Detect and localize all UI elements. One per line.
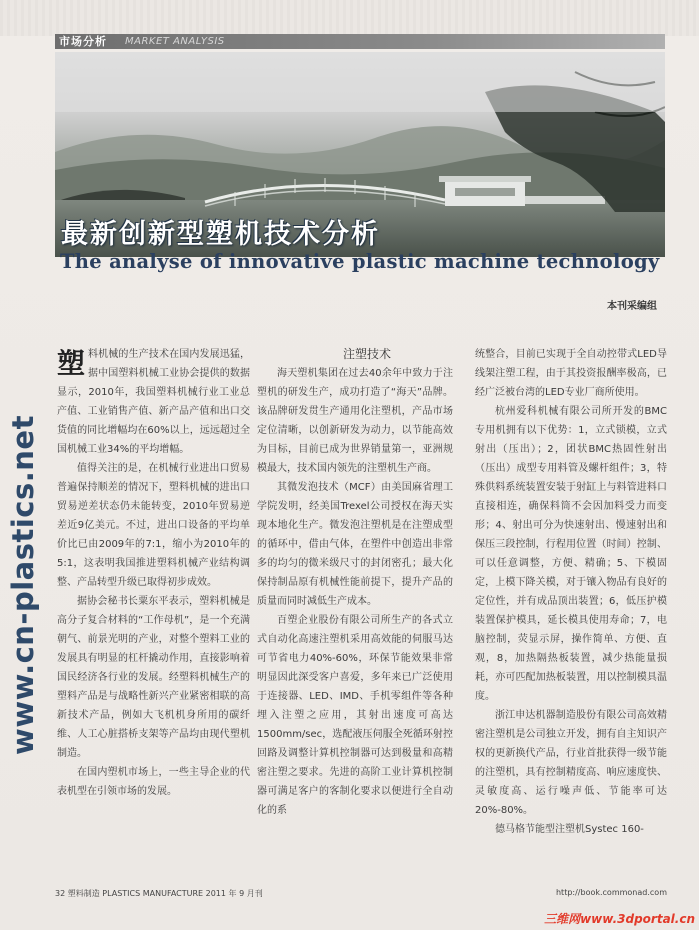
section-title-en: MARKET ANALYSIS xyxy=(125,36,225,47)
footer-url: http://book.commonad.com xyxy=(555,888,667,897)
paragraph: 德马格节能型注塑机Systec 160- xyxy=(495,824,644,835)
section-title-cn: 市场分析 xyxy=(59,35,107,48)
sidebar-url-vertical xyxy=(5,400,41,770)
paragraph: 杭州爱科机械有限公司所开发的BMC专用机拥有以下优势：1，立式锁模，立式射出（压出）；2，团状BMC热固性射出（压出）成型专用料管及螺杆组件；3，特殊供料系统装置安装于射缸上与料管进料口直接相连，确保料筒不会因加料受力而变形；4、射出可分为快速射出、慢速射出和保压三段控制，行程用位置（时间）控制、可以任意调整，方便、精确；5、下模固定，上模下降关模，对于镶入物品有良好的定位性，并有成品顶出装置；6，低压护模装置保护模具，延长模具使用寿命；7，电脑控制，荧显示屏，操作简单、方便、直观，8，加热隔热板装置，减少热能量损耗，亦可匹配加热板装置，用以控制模具温度。 xyxy=(475,406,667,702)
text-column-2 xyxy=(257,345,453,820)
article-title-en: The analyse of innovative plastic machine technology xyxy=(60,250,660,273)
paragraph: 百塑企业股份有限公司所生产的各式立式自动化高速注塑机采用高效能的伺服马达可节省电力40%-60%，环保节能效果非常明显因此深受客户喜爱，多年来已广泛使用于连接器、LED、IMD、手机零组件等各种埋入注塑之应用，其射出速度可高达1500mm/sec，选配液压伺服全死循环射控回路及调整计算机控制器可达到极量和高精密注塑之要求。先进的高阶工业计算机控制器可满足客户的客制化要求以便进行全自动化的系 xyxy=(257,615,453,816)
byline: 本刊采编组 xyxy=(607,301,657,312)
paragraph: 据协会秘书长粟东平表示，塑料机械是高分子复合材料的“工作母机”，是一个充满朝气、前景光明的产业，对整个塑料工业的发展具有明显的杠杆撬动作用，直接影响着国民经济各行业的发展。经塑料机械生产的塑料产品是与战略性新兴产业紧密相联的高新技术产品，例如大飞机机身所用的碳纤维、人工心脏搭桥支架等产品均由现代塑机制造。 xyxy=(57,596,250,759)
footer-publication: 32 塑料制造 PLASTICS MANUFACTURE 2011 年 9 月刊 xyxy=(55,889,263,898)
paragraph: 浙江申达机器制造股份有限公司高效精密注塑机是公司独立开发，拥有自主知识产权的更新换代产品，行业首批获得一级节能的注塑机，具有控制精度高、响应速度快、灵敏度高、运行噪声低、节能率可达20%-80%。 xyxy=(475,710,667,816)
drop-cap: 塑 xyxy=(57,347,86,380)
hero-image xyxy=(55,52,665,257)
paragraph xyxy=(57,345,250,459)
section-header-bar xyxy=(55,34,665,49)
watermark: 三维网www.3dportal.cn xyxy=(544,912,695,926)
article-title-cn: 最新创新型塑机技术分析 xyxy=(61,219,380,250)
paragraph: 统整合，目前已实现于全自动控带式LED导线架注塑工程，由于其投资报酬率极高，已经广泛被台湾的LED专业厂商所使用。 xyxy=(475,349,667,398)
sidebar-url-text: www.cn-plastics.net xyxy=(6,415,40,755)
paragraph: 海天塑机集团在过去40余年中致力于注塑机的研发生产，成功打造了“海天”品牌。该品牌研发贯生产通用化注塑机，产品市场定位清晰，以创新研发为动力，以节能高效为目标，目前已成为世界销量第一，亚洲规模最大，技术国内领先的注塑机生产商。 xyxy=(257,368,453,474)
page-footer xyxy=(55,885,667,901)
subheading: 注塑技术 xyxy=(342,347,391,361)
text-column-1 xyxy=(57,345,250,801)
paragraph-text: 料机械的生产技术在国内发展迅猛，据中国塑料机械工业协会提供的数据显示，2010年，我国塑料机械行业工业总产值、工业销售产值、新产品产值和出口交货值的同比增幅均在60%以上，远远超过全国机械工业34%的平均增幅。 xyxy=(57,349,250,455)
paragraph: 其微发泡技术（MCF）由美国麻省理工学院发明，经美国Trexel公司授权在海天实现本地化生产。微发泡注塑机是在注塑成型的循环中，借由气体，在塑件中创造出非常多的均匀的微米级尺寸的封闭密孔；最大化保持制品原有机械性能前提下，提升产品的质量而同时减低生产成本。 xyxy=(257,482,453,607)
paragraph: 在国内塑机市场上，一些主导企业的代表机型在引领市场的发展。 xyxy=(57,767,250,797)
top-faded-band xyxy=(0,0,699,36)
text-column-3 xyxy=(475,345,667,839)
paragraph: 值得关注的是，在机械行业进出口贸易普遍保持顺差的情况下，塑料机械的进出口贸易逆差状态仍未能转变，2010年贸易逆差近9亿美元。不过，进出口设备的平均单价比已由2009年的7:1，缩小为2010年的5:1，这表明我国推进塑料机械产业结构调整、产品转型升级已取得初步成效。 xyxy=(57,463,250,588)
